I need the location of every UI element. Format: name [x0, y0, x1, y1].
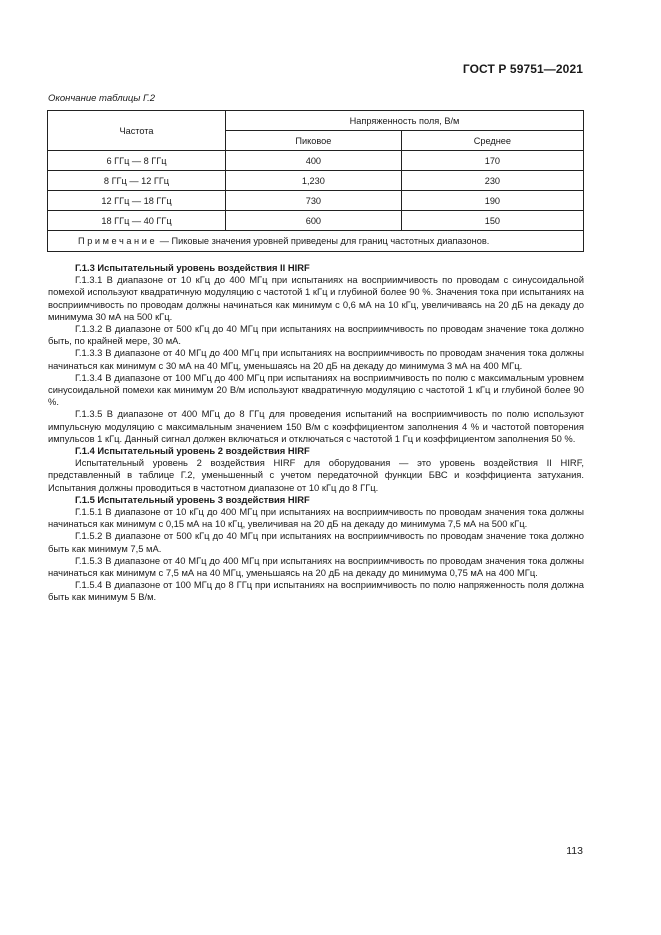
cell-frequency: 12 ГГц — 18 ГГц: [48, 191, 226, 211]
cell-peak: 1,230: [226, 171, 402, 191]
paragraph: Г.1.3.2 В диапазоне от 500 кГц до 40 МГц при испытаниях на восприимчивость по проводам значение тока должно быть, по крайней мере, 30 мА.: [48, 323, 584, 347]
header-peak: Пиковое: [226, 131, 402, 151]
paragraph: Г.1.3.5 В диапазоне от 400 МГц до 8 ГГц для проведения испытаний на восприимчивость по полю используют импульсную модуляцию с максимальным значением 150 В/м с коэффициентом заполнения 4 % и частотой повторения импульсов 1 кГц. Данный сигнал должен включаться и отключаться с частотой 1 Гц и коэффициентом заполнения 50 %.: [48, 408, 584, 444]
header-field-strength: Напряженность поля, В/м: [226, 111, 584, 131]
table-row: [48, 151, 584, 171]
cell-frequency: 18 ГГц — 40 ГГц: [48, 211, 226, 231]
cell-peak: 730: [226, 191, 402, 211]
header-average: Среднее: [401, 131, 583, 151]
table-row: [48, 191, 584, 211]
table-note: [48, 231, 584, 252]
paragraph: Г.1.5.3 В диапазоне от 40 МГц до 400 МГц при испытаниях на восприимчивость по проводам значения тока должны начинаться как минимум с 7,5 мА на 40 МГц, уменьшаясь на 20 дБ на декаду до минимума 0,75 мА на 400 МГц.: [48, 554, 584, 579]
cell-average: 190: [401, 191, 583, 211]
page-number: 113: [566, 845, 583, 857]
body-text: [48, 262, 584, 604]
paragraph: Г.1.5.2 В диапазоне от 500 кГц до 40 МГц при испытаниях на восприимчивость по проводам значение тока должно быть как минимум 7,5 мА.: [48, 530, 584, 554]
standard-designation: ГОСТ Р 59751—2021: [462, 62, 583, 76]
note-label: Примечание: [78, 236, 158, 246]
note-text: — Пиковые значения уровней приведены для границ частотных диапазонов.: [157, 236, 490, 246]
cell-average: 230: [401, 171, 583, 191]
cell-peak: 600: [226, 211, 402, 231]
table-caption: Окончание таблицы Г.2: [48, 93, 156, 104]
table-row: [48, 171, 584, 191]
cell-frequency: 8 ГГц — 12 ГГц: [48, 171, 226, 191]
paragraph: Г.1.5.1 В диапазоне от 10 кГц до 400 МГц при испытаниях на восприимчивость по проводам значения тока должны начинаться как минимум с 0,15 мА на 10 кГц, увеличивая на 20 дБ на декаду до минимума 7,5 мА на 500 кГц.: [48, 506, 584, 530]
paragraph: Г.1.5.4 В диапазоне от 100 МГц до 8 ГГц при испытаниях на восприимчивость по полю напряженность поля должна быть как минимум 5 В/м.: [48, 579, 584, 603]
cell-frequency: 6 ГГц — 8 ГГц: [48, 151, 226, 171]
paragraph: Г.1.3.4 В диапазоне от 100 МГц до 400 МГц при испытаниях на восприимчивость по полю с максимальным уровнем синусоидальной помехи как минимум 20 В/м используют квадратичную модуляцию с частотой 1 кГц и глубиной более 90 %.: [48, 371, 584, 408]
section-heading: Г.1.5 Испытательный уровень 3 воздействия HIRF: [75, 493, 310, 505]
section-heading: Г.1.3 Испытательный уровень воздействия II HIRF: [75, 262, 310, 273]
table-header-row: [48, 111, 584, 131]
header-frequency: Частота: [48, 111, 226, 151]
paragraph: Испытательный уровень 2 воздействия HIRF для оборудования — это уровень воздействия II HIRF, представленный в таблице Г.2, уменьшенный с учетом передаточной функции БВС и коэффициента затухания. Испытания должны проводиться в частотном диапазоне от 10 кГц до 8 ГГц.: [48, 457, 584, 493]
table-note-row: [48, 231, 584, 252]
section-heading: Г.1.4 Испытательный уровень 2 воздействия HIRF: [75, 445, 310, 457]
paragraph: Г.1.3.3 В диапазоне от 40 МГц до 400 МГц при испытаниях на восприимчивость по проводам значения тока должны начинаться как минимум с 30 мА на 40 МГц, уменьшаясь на 20 дБ на декаду до минимума 3 мА на 400 МГц.: [48, 347, 584, 371]
table-row: [48, 211, 584, 231]
paragraph: Г.1.3.1 В диапазоне от 10 кГц до 400 МГц при испытаниях на восприимчивость по проводам с синусоидальной помехой используют квадратичную модуляцию с частотой 1 кГц и глубиной более 90 %. Значения тока при испытаниях на восприимчивость по проводам должны начинаться как минимум с 0,6 мА на 10 кГц, увеличиваясь на 20 дБ на декаду до минимума 30 мА на 500 кГц.: [48, 274, 584, 322]
cell-average: 170: [401, 151, 583, 171]
field-strength-table: [47, 110, 584, 252]
cell-average: 150: [401, 211, 583, 231]
cell-peak: 400: [226, 151, 402, 171]
